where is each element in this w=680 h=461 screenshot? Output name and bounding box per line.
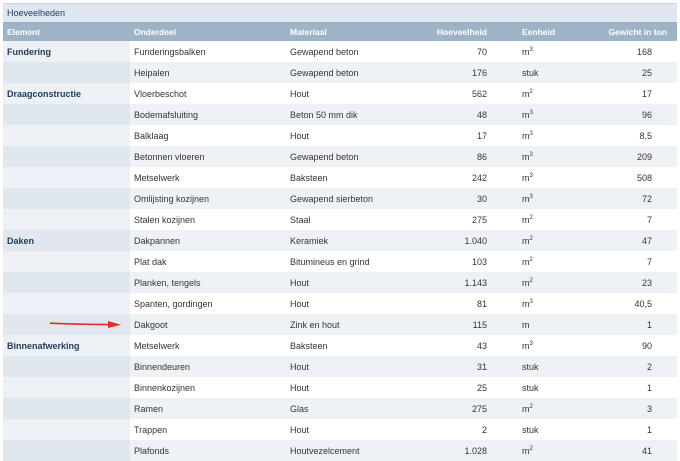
element-column-cell	[3, 209, 130, 230]
hoeveelheid-cell: 176	[471, 68, 487, 78]
gewicht-cell: 8,5	[639, 131, 652, 141]
eenheid-cell	[522, 404, 533, 414]
eenheid-exponent: 3	[529, 152, 533, 158]
eenheid-cell	[522, 110, 533, 120]
hoeveelheid-cell: 562	[471, 89, 487, 99]
eenheid-base: m	[522, 152, 530, 162]
table-row	[3, 335, 677, 356]
gewicht-cell: 7	[646, 257, 652, 267]
element-cell: Draagconstructie	[7, 89, 82, 99]
eenheid-exponent: 3	[529, 131, 533, 137]
eenheid-exponent: 2	[529, 278, 533, 284]
materiaal-cell: Hout	[290, 89, 310, 99]
gewicht-cell: 41	[641, 446, 652, 456]
eenheid-base: stuk	[522, 362, 539, 372]
onderdeel-cell: Plafonds	[134, 446, 170, 456]
eenheid-exponent: 3	[529, 194, 533, 200]
materiaal-cell: Hout	[290, 425, 310, 435]
element-column-cell	[3, 356, 130, 377]
materiaal-cell: Hout	[290, 278, 310, 288]
onderdeel-cell: Betonnen vloeren	[134, 152, 205, 162]
onderdeel-cell: Stalen kozijnen	[134, 215, 196, 225]
element-column-cell	[3, 419, 130, 440]
eenheid-cell	[522, 257, 533, 267]
gewicht-cell: 209	[636, 152, 652, 162]
eenheid-base: m	[522, 47, 530, 57]
onderdeel-cell: Vloerbeschot	[134, 89, 187, 99]
onderdeel-cell: Omlijsting kozijnen	[134, 194, 210, 204]
onderdeel-cell: Metselwerk	[134, 341, 180, 351]
materiaal-cell: Gewapend beton	[290, 152, 359, 162]
eenheid-exponent: 3	[529, 173, 533, 179]
eenheid-cell	[522, 425, 539, 435]
eenheid-cell	[522, 152, 533, 162]
hoeveelheid-cell: 25	[476, 383, 487, 393]
element-column-cell	[3, 125, 130, 146]
table-row	[3, 356, 677, 377]
onderdeel-cell: Heipalen	[134, 68, 170, 78]
gewicht-cell: 72	[641, 194, 652, 204]
eenheid-cell	[522, 194, 533, 204]
gewicht-cell: 47	[641, 236, 652, 246]
gewicht-cell: 17	[641, 89, 652, 99]
hoeveelheid-cell: 70	[476, 47, 487, 57]
eenheid-cell	[522, 362, 539, 372]
gewicht-cell: 1	[646, 425, 652, 435]
eenheid-cell	[522, 215, 533, 225]
element-column-cell	[3, 440, 130, 461]
eenheid-exponent: 2	[529, 446, 533, 452]
table-row	[3, 293, 677, 314]
table-row	[3, 62, 677, 83]
element-column-cell	[3, 104, 130, 125]
table-row	[3, 230, 677, 251]
hoeveelheid-cell: 17	[476, 131, 487, 141]
table-title-bar	[3, 3, 677, 22]
hoeveelheid-cell: 31	[476, 362, 487, 372]
hoeveelheid-cell: 86	[476, 152, 487, 162]
gewicht-cell: 508	[636, 173, 652, 183]
materiaal-cell: Gewapend beton	[290, 47, 359, 57]
gewicht-cell: 23	[641, 278, 652, 288]
table-row	[3, 440, 677, 461]
header-element: Element	[7, 27, 41, 37]
red-arrow-icon	[48, 318, 123, 330]
gewicht-cell: 40,5	[634, 299, 652, 309]
eenheid-cell	[522, 320, 530, 330]
materiaal-cell: Keramiek	[290, 236, 329, 246]
onderdeel-cell: Plat dak	[134, 257, 167, 267]
eenheid-base: m	[522, 131, 530, 141]
eenheid-exponent: 2	[529, 236, 533, 242]
materiaal-cell: Bitumineus en grind	[290, 257, 370, 267]
eenheid-base: stuk	[522, 425, 539, 435]
header-gewicht: Gewicht in ton	[608, 27, 667, 37]
eenheid-base: m	[522, 89, 530, 99]
element-column-cell	[3, 398, 130, 419]
materiaal-cell: Gewapend sierbeton	[290, 194, 374, 204]
table-row	[3, 251, 677, 272]
onderdeel-cell: Balklaag	[134, 131, 169, 141]
eenheid-exponent: 2	[529, 215, 533, 221]
eenheid-base: m	[522, 173, 530, 183]
eenheid-base: m	[522, 299, 530, 309]
materiaal-cell: Hout	[290, 299, 310, 309]
hoeveelheid-cell: 1.028	[464, 446, 487, 456]
eenheid-exponent: 2	[529, 257, 533, 263]
onderdeel-cell: Funderingsbalken	[134, 47, 206, 57]
materiaal-cell: Hout	[290, 383, 310, 393]
eenheid-base: m	[522, 320, 530, 330]
eenheid-cell	[522, 341, 533, 351]
hoeveelheid-cell: 115	[472, 320, 487, 330]
eenheid-cell	[522, 89, 533, 99]
eenheid-exponent: 2	[529, 89, 533, 95]
gewicht-cell: 3	[646, 404, 652, 414]
eenheid-base: m	[522, 236, 530, 246]
eenheid-cell	[522, 236, 533, 246]
materiaal-cell: Hout	[290, 362, 310, 372]
materiaal-cell: Houtvezelcement	[290, 446, 360, 456]
eenheid-base: m	[522, 278, 530, 288]
hoeveelheid-cell: 81	[476, 299, 487, 309]
table-row	[3, 398, 677, 419]
onderdeel-cell: Binnendeuren	[134, 362, 191, 372]
element-column-cell	[3, 272, 130, 293]
eenheid-base: m	[522, 446, 530, 456]
table-row	[3, 41, 677, 62]
onderdeel-cell: Binnenkozijnen	[134, 383, 196, 393]
header-onderdeel: Onderdeel	[134, 27, 177, 37]
eenheid-exponent: 3	[529, 299, 533, 305]
header-eenheid: Eenheid	[522, 27, 556, 37]
gewicht-cell: 90	[641, 341, 652, 351]
eenheid-cell	[522, 278, 533, 288]
eenheid-base: m	[522, 404, 530, 414]
element-column-cell	[3, 377, 130, 398]
element-column-cell	[3, 167, 130, 188]
hoeveelheid-cell: 48	[476, 110, 487, 120]
onderdeel-cell: Bodemafsluiting	[134, 110, 199, 120]
eenheid-exponent: 3	[529, 341, 533, 347]
onderdeel-cell: Trappen	[134, 425, 168, 435]
gewicht-cell: 1	[646, 383, 652, 393]
element-column-cell	[3, 188, 130, 209]
element-column-cell	[3, 146, 130, 167]
materiaal-cell: Gewapend beton	[290, 68, 359, 78]
table-title: Hoeveelheden	[7, 8, 66, 18]
eenheid-cell	[522, 68, 539, 78]
hoeveelheid-cell: 103	[471, 257, 487, 267]
gewicht-cell: 25	[641, 68, 652, 78]
eenheid-exponent: 3	[529, 110, 533, 116]
materiaal-cell: Staal	[290, 215, 311, 225]
gewicht-cell: 168	[636, 47, 652, 57]
onderdeel-cell: Metselwerk	[134, 173, 180, 183]
gewicht-cell: 96	[641, 110, 652, 120]
eenheid-cell	[522, 47, 533, 57]
table-row	[3, 272, 677, 293]
gewicht-cell: 7	[646, 215, 652, 225]
gewicht-cell: 1	[646, 320, 652, 330]
materiaal-cell: Glas	[290, 404, 309, 414]
hoeveelheid-cell: 275	[471, 404, 487, 414]
element-column-cell	[3, 293, 130, 314]
eenheid-cell	[522, 173, 533, 183]
eenheid-base: m	[522, 110, 530, 120]
onderdeel-cell: Dakpannen	[134, 236, 181, 246]
eenheid-cell	[522, 131, 533, 141]
materiaal-cell: Baksteen	[290, 341, 328, 351]
table-row	[3, 188, 677, 209]
element-column-cell	[3, 251, 130, 272]
header-materiaal: Materiaal	[290, 27, 327, 37]
eenheid-base: stuk	[522, 383, 539, 393]
eenheid-cell	[522, 446, 533, 456]
eenheid-base: stuk	[522, 68, 539, 78]
header-hoeveelheid: Hoeveelheid	[436, 27, 487, 37]
gewicht-cell: 2	[646, 362, 652, 372]
eenheid-exponent: 2	[529, 404, 533, 410]
table-row	[3, 167, 677, 188]
table-row	[3, 419, 677, 440]
table-row	[3, 104, 677, 125]
table-row	[3, 125, 677, 146]
materiaal-cell: Hout	[290, 131, 310, 141]
onderdeel-cell: Spanten, gordingen	[134, 299, 213, 309]
element-cell: Fundering	[7, 47, 51, 57]
hoeveelheid-cell: 2	[481, 425, 487, 435]
onderdeel-cell: Ramen	[134, 404, 164, 414]
table-row	[3, 377, 677, 398]
onderdeel-cell: Dakgoot	[134, 320, 168, 330]
hoeveelheid-cell: 43	[476, 341, 487, 351]
materiaal-cell: Baksteen	[290, 173, 328, 183]
table-row	[3, 83, 677, 104]
hoeveelheid-cell: 30	[476, 194, 487, 204]
materiaal-cell: Beton 50 mm dik	[290, 110, 358, 120]
hoeveelheid-cell: 275	[471, 215, 487, 225]
table-header	[3, 22, 677, 41]
element-cell: Binnenafwerking	[7, 341, 80, 351]
table-row	[3, 209, 677, 230]
eenheid-cell	[522, 299, 533, 309]
materiaal-cell: Zink en hout	[290, 320, 340, 330]
eenheid-exponent: 3	[529, 47, 533, 53]
eenheid-base: m	[522, 341, 530, 351]
hoeveelheid-cell: 1.143	[464, 278, 487, 288]
eenheid-base: m	[522, 215, 530, 225]
eenheid-cell	[522, 383, 539, 393]
hoeveelheid-cell: 1.040	[464, 236, 487, 246]
onderdeel-cell: Planken, tengels	[134, 278, 201, 288]
hoeveelheid-cell: 242	[471, 173, 487, 183]
eenheid-base: m	[522, 194, 530, 204]
table-row	[3, 146, 677, 167]
element-cell: Daken	[7, 236, 35, 246]
eenheid-base: m	[522, 257, 530, 267]
element-column-cell	[3, 62, 130, 83]
